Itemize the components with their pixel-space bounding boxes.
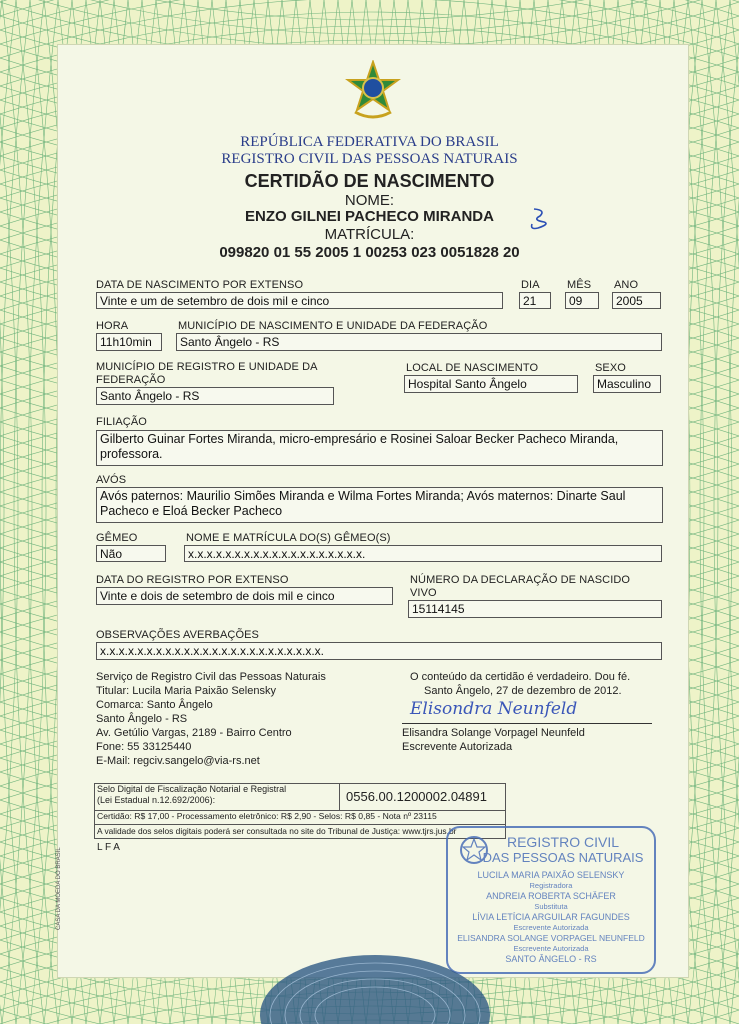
- hour-field: 11h10min: [96, 333, 162, 351]
- signer-name: Elisandra Solange Vorpagel Neunfeld: [402, 727, 585, 739]
- office-line-6: Fone: 55 33125440: [96, 741, 192, 753]
- declaration-label-2: VIVO: [410, 587, 437, 599]
- seal-label-2: (Lei Estadual n.12.692/2006):: [97, 795, 216, 805]
- registry-heading: REGISTRO CIVIL DAS PESSOAS NATURAIS: [221, 151, 518, 167]
- grandparents-label: AVÓS: [96, 474, 127, 486]
- stamp-role-4: Escrevente Autorizada: [513, 944, 589, 953]
- birth-place-label: LOCAL DE NASCIMENTO: [406, 362, 539, 374]
- filiation-label: FILIAÇÃO: [96, 416, 147, 428]
- office-line-4: Santo Ângelo - RS: [96, 713, 188, 725]
- year-label: ANO: [614, 279, 639, 291]
- filiation-field: Gilberto Guinar Fortes Miranda, micro-empresário e Rosinei Saloar Becker Pacheco Miranda, professora.: [96, 430, 663, 466]
- twin-name-label: NOME E MATRÍCULA DO(S) GÊMEO(S): [186, 532, 391, 544]
- signer-role: Escrevente Autorizada: [402, 741, 513, 753]
- office-line-2: Titular: Lucila Maria Paixão Selensky: [96, 685, 276, 697]
- grandparents-field: Avós paternos: Maurilio Simões Miranda e Wilma Fortes Miranda; Avós maternos: Dinarte Saul Pacheco e Eloá Becker Pacheco: [96, 487, 663, 523]
- mint-side-mark: CASA DA MOEDA DO BRASIL: [56, 847, 62, 930]
- attest-line-2: Santo Ângelo, 27 de dezembro de 2012.: [424, 685, 622, 697]
- stamp-role-1: Registradora: [529, 881, 573, 890]
- office-line-7: E-Mail: regciv.sangelo@via-rs.net: [96, 755, 260, 767]
- lfa-code: L F A: [97, 842, 120, 853]
- office-line-5: Av. Getúlio Vargas, 2189 - Bairro Centro: [96, 727, 292, 739]
- republic-heading: REPÚBLICA FEDERATIVA DO BRASIL: [240, 134, 499, 150]
- birth-municipality-label: MUNICÍPIO DE NASCIMENTO E UNIDADE DA FEDERAÇÃO: [178, 320, 488, 332]
- birth-municipality-field: Santo Ângelo - RS: [176, 333, 662, 351]
- stamp-name-1: LUCILA MARIA PAIXÃO SELENSKY: [477, 870, 625, 880]
- declaration-label-1: NÚMERO DA DECLARAÇÃO DE NASCIDO: [410, 574, 631, 586]
- stamp-title-2: DAS PESSOAS NATURAIS: [482, 850, 644, 865]
- registration-date-field: Vinte e dois de setembro de dois mil e cinco: [96, 587, 393, 605]
- month-field: 09: [565, 292, 599, 309]
- registration-date-label: DATA DO REGISTRO POR EXTENSO: [96, 574, 289, 586]
- twin-field: Não: [96, 545, 166, 562]
- hour-label: HORA: [96, 320, 129, 332]
- year-field: 2005: [612, 292, 661, 309]
- office-line-3: Comarca: Santo Ângelo: [96, 699, 213, 711]
- twin-name-field: x.x.x.x.x.x.x.x.x.x.x.x.x.x.x.x.x.x.x.: [184, 545, 662, 562]
- seal-label-1: Selo Digital de Fiscalização Notarial e Registral: [97, 784, 287, 794]
- day-label: DIA: [521, 279, 540, 291]
- observations-field: x.x.x.x.x.x.x.x.x.x.x.x.x.x.x.x.x.x.x.x.x.x.x.x.: [96, 642, 662, 660]
- handwritten-signature: Elisondra Neunfeld: [410, 699, 578, 719]
- seal-number: 0556.00.1200002.04891: [346, 789, 487, 804]
- registration-municipality-label-1: MUNICÍPIO DE REGISTRO E UNIDADE DA: [96, 361, 318, 373]
- sex-field: Masculino: [593, 375, 661, 393]
- stamp-role-3: Escrevente Autorizada: [513, 923, 589, 932]
- twin-label: GÊMEO: [96, 532, 138, 544]
- stamp-name-2: ANDREIA ROBERTA SCHÄFER: [486, 891, 616, 901]
- stamp-name-4: ELISANDRA SOLANGE VORPAGEL NEUNFELD: [457, 933, 645, 943]
- seal-validity: A validade dos selos digitais poderá ser consultada no site do Tribunal de Justiça: www.tjrs.jus.br: [97, 826, 457, 836]
- security-rosette-icon: [250, 905, 500, 1024]
- declaration-number-field: 15114145: [408, 600, 662, 618]
- stamp-role-2: Substituta: [534, 902, 568, 911]
- stamp-city: SANTO ÂNGELO - RS: [505, 954, 597, 964]
- seal-row-divider-2: [95, 824, 505, 825]
- seal-fees: Certidão: R$ 17,00 - Processamento eletrônico: R$ 2,90 - Selos: R$ 0,85 - Nota nº 23115: [97, 811, 437, 821]
- matricula-label: MATRÍCULA:: [324, 226, 415, 243]
- sex-label: SEXO: [595, 362, 626, 374]
- office-line-1: Serviço de Registro Civil das Pessoas Naturais: [96, 671, 326, 683]
- initials-mark-icon: [528, 206, 552, 232]
- brazil-coat-of-arms-icon: [345, 60, 401, 122]
- birth-place-field: Hospital Santo Ângelo: [404, 375, 578, 393]
- month-label: MÊS: [567, 279, 592, 291]
- registration-municipality-field: Santo Ângelo - RS: [96, 387, 334, 405]
- matricula-number: 099820 01 55 2005 1 00253 023 0051828 20: [219, 244, 520, 261]
- document-title: CERTIDÃO DE NASCIMENTO: [244, 171, 495, 191]
- name-label: NOME:: [344, 192, 395, 209]
- day-field: 21: [519, 292, 551, 309]
- stamp-name-3: LÍVIA LETÍCIA ARGUILAR FAGUNDES: [472, 912, 630, 922]
- birth-date-label: DATA DE NASCIMENTO POR EXTENSO: [96, 279, 304, 291]
- observations-label: OBSERVAÇÕES AVERBAÇÕES: [96, 629, 259, 641]
- stamp-title-1: REGISTRO CIVIL: [506, 834, 620, 850]
- attest-line-1: O conteúdo da certidão é verdadeiro. Dou fé.: [410, 671, 631, 683]
- signature-line: [402, 723, 652, 724]
- registration-municipality-label-2: FEDERAÇÃO: [96, 374, 166, 386]
- birth-date-field: Vinte e um de setembro de dois mil e cinco: [96, 292, 503, 309]
- person-name: ENZO GILNEI PACHECO MIRANDA: [245, 208, 494, 225]
